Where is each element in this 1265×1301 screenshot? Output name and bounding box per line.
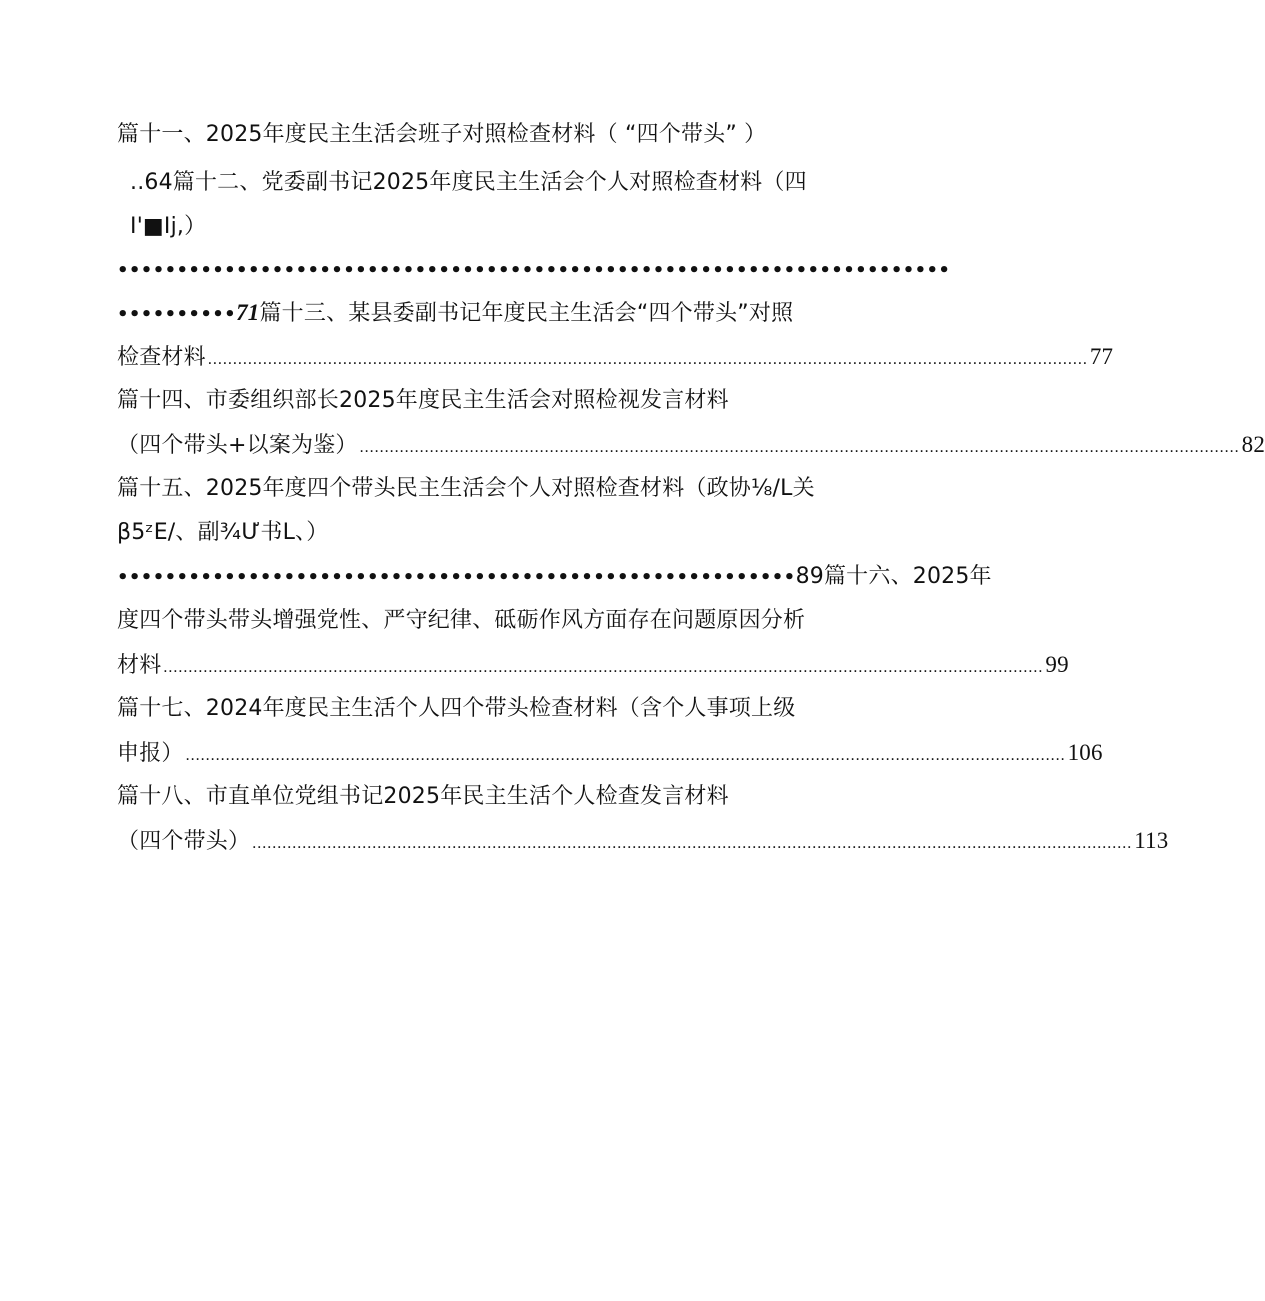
page-number: 82 [1241,432,1265,457]
toc-line-10: β5ᶻE/、副¾Ư书L、） [117,520,329,545]
toc-entry-title: 89篇十六、2025年 [795,564,992,589]
toc-line-1: 篇十一、2025年度民主生活会班子对照检查材料（ “四个带头” ） [117,122,767,147]
page-number: 71 [236,300,260,325]
toc-line-15 [117,738,1103,771]
page-number: 106 [1067,740,1103,765]
toc-entry-title: （四个带头） [117,829,251,854]
toc-entry-title: 篇十三、某县委副书记年度民主生活会“四个带头”对照 [259,301,794,326]
toc-line-12: 度四个带头带头增强党性、严守纪律、砥砺作风方面存在问题原因分析 [117,608,806,633]
toc-line-16: 篇十八、市直单位党组书记2025年民主生活个人检查发言材料 [117,784,729,809]
dot-leader: ................................................................................................................................................................................ [359,439,1240,456]
dot-leader: ................................................................................................................................................................................ [185,747,1066,764]
toc-entry-title: 申报） [117,741,184,766]
toc-line-13 [117,650,1069,683]
page-number: 99 [1045,652,1069,677]
page-number: 113 [1134,828,1169,853]
toc-dots-row: •••••••••••••••••••••••••••••••••••••••••••••••••••••••••••••••••••••• [117,260,951,281]
page-number: 77 [1089,344,1114,369]
toc-line-2: ..64篇十二、党委副书记2025年度民主生活会个人对照检查材料（四 [130,170,807,195]
toc-entry-title: 检查材料 [117,345,206,370]
toc-line-8 [117,430,1265,463]
toc-line-5 [117,298,829,330]
dot-leader: ................................................................................................................................................................................ [163,659,1044,676]
toc-entry-title: 材料 [117,653,162,678]
toc-dots: •••••••••• [117,304,237,325]
toc-line-11 [117,562,992,593]
toc-entry-title: （四个带头+以案为鉴） [117,433,358,458]
toc-line-9: 篇十五、2025年度四个带头民主生活会个人对照检查材料（政协⅛/L关 [117,476,815,501]
toc-line-14: 篇十七、2024年度民主生活个人四个带头检查材料（含个人事项上级 [117,696,796,721]
dot-leader: ................................................................................................................................................................................ [207,351,1088,368]
dot-leader: ................................................................................................................................................................................ [252,835,1133,852]
toc-line-6 [117,342,1114,375]
toc-dots: ••••••••••••••••••••••••••••••••••••••••••••••••••••••••• [117,567,796,588]
toc-line-3: I'■Ij,） [130,214,207,239]
toc-line-17 [117,826,1169,859]
toc-line-7: 篇十四、市委组织部长2025年度民主生活会对照检视发言材料 [117,388,729,413]
